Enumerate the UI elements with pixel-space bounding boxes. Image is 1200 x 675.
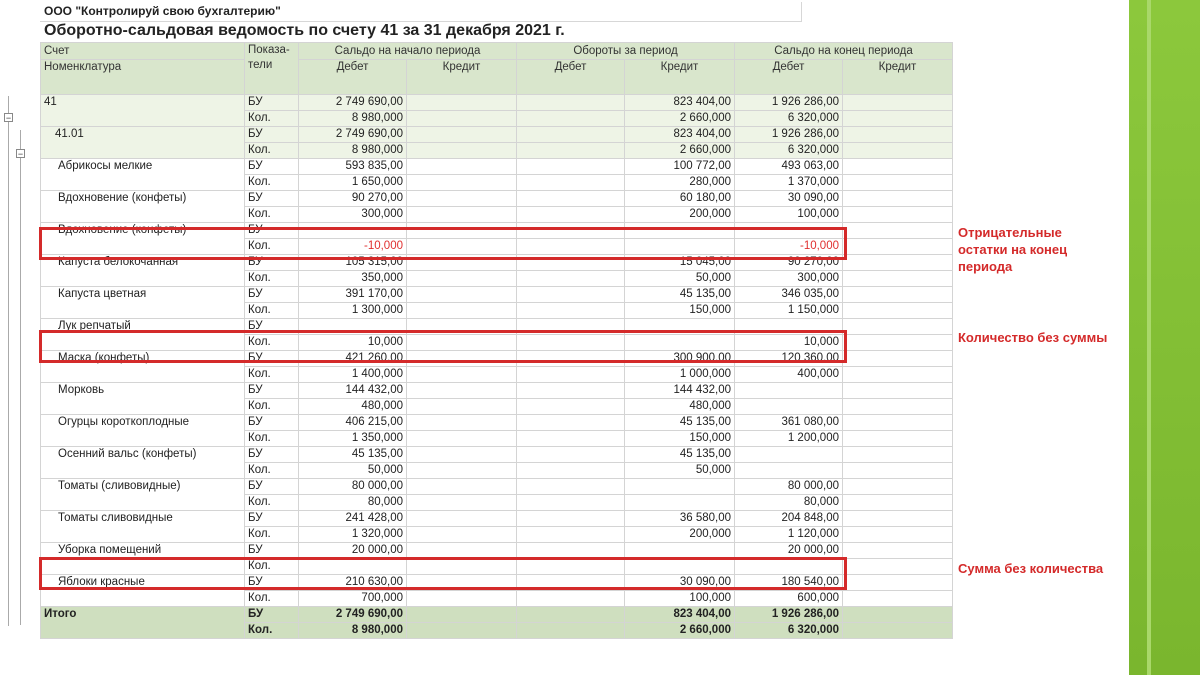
cell-value [407,495,517,511]
cell-value [407,271,517,287]
cell-value [407,303,517,319]
table-row[interactable] [41,191,953,207]
cell-value: 493 063,00 [735,159,843,175]
cell-value [843,287,953,303]
cell-value: 350,000 [299,271,407,287]
cell-value [843,463,953,479]
cell-value: 346 035,00 [735,287,843,303]
indicator-kol: Кол. [245,463,299,479]
total-kol-closing-credit [843,623,953,639]
cell-value: 45 135,00 [299,447,407,463]
cell-value: 20 000,00 [299,543,407,559]
row-name: Абрикосы мелкие [41,159,245,191]
cell-value: 45 135,00 [625,415,735,431]
indicator-bu: БУ [245,287,299,303]
indicator-bu: БУ [245,543,299,559]
tree-line-sub [20,130,21,625]
cell-value: 80,000 [735,495,843,511]
cell-value [843,271,953,287]
indicator-bu: БУ [245,511,299,527]
cell-value [407,463,517,479]
cell-value: 100,000 [625,591,735,607]
cell-value [843,479,953,495]
cell-value [735,383,843,399]
col-closing-header: Сальдо на конец периода [735,43,953,60]
cell-value [843,255,953,271]
cell-value: 241 428,00 [299,511,407,527]
indicator-kol: Кол. [245,335,299,351]
total-kol-opening-credit [407,623,517,639]
cell-value [843,383,953,399]
cell-value [407,367,517,383]
indicator-kol: Кол. [245,239,299,255]
row-name: Осенний вальс (конфеты) [41,447,245,479]
indicator-bu: БУ [245,95,299,111]
cell-value [517,159,625,175]
cell-value: 105 315,00 [299,255,407,271]
cell-value: 823 404,00 [625,127,735,143]
table-row[interactable] [41,479,953,495]
table-row[interactable] [41,383,953,399]
row-name: Маска (конфеты) [41,351,245,383]
cell-value [843,303,953,319]
cell-value [407,479,517,495]
cell-value: 1 350,000 [299,431,407,447]
indicator-kol: Кол. [245,591,299,607]
indicator-kol: Кол. [245,559,299,575]
indicator-kol: Кол. [245,111,299,127]
cell-value [517,399,625,415]
indicator-kol: Кол. [245,303,299,319]
cell-value: 1 926 286,00 [735,127,843,143]
indicator-bu: БУ [245,255,299,271]
cell-value [407,95,517,111]
cell-value: 100 772,00 [625,159,735,175]
cell-value [407,191,517,207]
indicator-bu: БУ [245,447,299,463]
cell-value: -10,000 [735,239,843,255]
slide-green-stripe [1147,0,1151,675]
cell-value [843,335,953,351]
cell-value: 144 432,00 [299,383,407,399]
cell-value: 300 900,00 [625,351,735,367]
total-bu-closing-debit: 1 926 286,00 [735,607,843,623]
cell-value: 2 660,000 [625,143,735,159]
slide-green-band [1129,0,1200,675]
highlight-sum-no-quantity [39,557,847,590]
opening-credit-header: Кредит [407,60,517,95]
cell-value [843,111,953,127]
cell-value [843,431,953,447]
closing-debit-header: Дебет [735,60,843,95]
cell-value [407,415,517,431]
row-name: 41 [41,95,245,127]
indicator-bu: БУ [245,383,299,399]
cell-value [843,367,953,383]
tree-line [8,96,9,626]
cell-value: 300,000 [299,207,407,223]
cell-value: 150,000 [625,431,735,447]
cell-value: 700,000 [299,591,407,607]
indicator-kol: Кол. [245,527,299,543]
cell-value: 1 370,000 [735,175,843,191]
total-bu-closing-credit [843,607,953,623]
table-row[interactable] [41,95,953,111]
cell-value: 600,000 [735,591,843,607]
header-row-1 [41,43,953,60]
closing-credit-header: Кредит [843,60,953,95]
row-name: Вдохновение (конфеты) [41,191,245,223]
indicator-kol: Кол. [245,271,299,287]
cell-value: 50,000 [625,463,735,479]
cell-value: 2 749 690,00 [299,95,407,111]
col-nomenclature-header: Номенклатура [41,60,245,95]
cell-value [517,511,625,527]
cell-value [843,559,953,575]
row-name: Морковь [41,383,245,415]
cell-value: 8 980,000 [299,111,407,127]
cell-value: 80 000,00 [735,479,843,495]
cell-value: 120 360,00 [735,351,843,367]
turnover-credit-header: Кредит [625,60,735,95]
cell-value: 593 835,00 [299,159,407,175]
indicator-bu: БУ [245,159,299,175]
cell-value [517,367,625,383]
cell-value: 1 650,000 [299,175,407,191]
indicator-bu: БУ [245,479,299,495]
cell-value: 30 090,00 [735,191,843,207]
cell-value: 2 660,000 [625,111,735,127]
col-account-header: Счет [41,43,245,60]
row-name: Яблоки красные [41,575,245,607]
cell-value [843,143,953,159]
cell-value [407,111,517,127]
cell-value [843,319,953,335]
highlight-negative-balance [39,227,847,260]
indicator-kol: Кол. [245,495,299,511]
cell-value [843,223,953,239]
highlight-quantity-no-sum [39,330,847,363]
cell-value: 8 980,000 [299,143,407,159]
cell-value: 421 260,00 [299,351,407,367]
cell-value [517,127,625,143]
row-name: 41.01 [41,127,245,159]
cell-value [407,447,517,463]
row-name: Вдохновение (конфеты) [41,223,245,255]
cell-value: 60 180,00 [625,191,735,207]
cell-value [517,431,625,447]
cell-value: 80,000 [299,495,407,511]
indicator-bu: БУ [245,223,299,239]
cell-value [407,127,517,143]
cell-value: 1 150,000 [735,303,843,319]
cell-value: 20 000,00 [735,543,843,559]
cell-value: 45 135,00 [625,447,735,463]
total-bu-opening-credit [407,607,517,623]
cell-value [517,111,625,127]
cell-value: 300,000 [735,271,843,287]
annotation-quantity-no-sum: Количество без суммы [958,330,1108,345]
report-title: Оборотно-сальдовая ведомость по счету 41 за 31 декабря 2021 г. [44,22,565,39]
row-name: Капуста белокочанная [41,255,245,287]
cell-value [407,383,517,399]
cell-value: 90 270,00 [299,191,407,207]
row-name: Уборка помещений [41,543,245,575]
total-bu-turnover-credit: 823 404,00 [625,607,735,623]
cell-value [407,207,517,223]
cell-value: 50,000 [625,271,735,287]
indicator-kol: Кол. [245,399,299,415]
org-name: ООО "Контролируй свою бухгалтерию" [40,2,802,22]
cell-value [843,351,953,367]
cell-value: 204 848,00 [735,511,843,527]
cell-value [625,479,735,495]
cell-value [517,591,625,607]
cell-value [843,415,953,431]
total-kol-label: Кол. [245,623,299,639]
cell-value: 361 080,00 [735,415,843,431]
table-row[interactable] [41,159,953,175]
indicator-kol: Кол. [245,367,299,383]
turnover-debit-header: Дебет [517,60,625,95]
cell-value: 30 090,00 [625,575,735,591]
indicator-bu: БУ [245,127,299,143]
cell-value [407,527,517,543]
cell-value: 90 270,00 [735,255,843,271]
cell-value [407,399,517,415]
cell-value [407,159,517,175]
cell-value [843,191,953,207]
cell-value [843,95,953,111]
cell-value [843,575,953,591]
table-row[interactable] [41,287,953,303]
total-bu-turnover-debit [517,607,625,623]
total-bu-label: БУ [245,607,299,623]
cell-value [407,287,517,303]
cell-value [735,463,843,479]
cell-value: 210 630,00 [299,575,407,591]
total-row-bu [41,607,953,623]
cell-value [843,175,953,191]
row-name: Томаты (сливовидные) [41,479,245,511]
cell-value [517,495,625,511]
cell-value: 2 749 690,00 [299,127,407,143]
indicator-bu: БУ [245,319,299,335]
cell-value: 45 135,00 [625,287,735,303]
cell-value: 1 400,000 [299,367,407,383]
table-row[interactable] [41,127,953,143]
cell-value [407,511,517,527]
row-name: Лук репчатый [41,319,245,351]
cell-value: 50,000 [299,463,407,479]
cell-value [843,543,953,559]
cell-value [517,207,625,223]
cell-value: 1 926 286,00 [735,95,843,111]
cell-value: 280,000 [625,175,735,191]
cell-value: 6 320,000 [735,143,843,159]
cell-value: 80 000,00 [299,479,407,495]
indicator-bu: БУ [245,415,299,431]
cell-value [517,95,625,111]
annotation-negative-balance: Отрицательные остатки на конец периода [958,225,1068,274]
cell-value: 1 320,000 [299,527,407,543]
cell-value [843,399,953,415]
cell-value: 480,000 [299,399,407,415]
cell-value [407,175,517,191]
cell-value: 180 540,00 [735,575,843,591]
header-row-2 [41,60,953,95]
cell-value: 144 432,00 [625,383,735,399]
cell-value [843,591,953,607]
cell-value [843,511,953,527]
cell-value [517,303,625,319]
total-kol-turnover-credit: 2 660,000 [625,623,735,639]
cell-value [843,239,953,255]
annotation-sum-no-quantity: Сумма без количества [958,561,1104,576]
indicator-kol: Кол. [245,207,299,223]
total-kol-closing-debit: 6 320,000 [735,623,843,639]
cell-value [517,479,625,495]
cell-value: 15 045,00 [625,255,735,271]
table-row[interactable] [41,447,953,463]
indicator-kol: Кол. [245,431,299,447]
cell-value [517,527,625,543]
cell-value [843,495,953,511]
col-opening-header: Сальдо на начало периода [299,43,517,60]
indicator-kol: Кол. [245,143,299,159]
cell-value: 406 215,00 [299,415,407,431]
cell-value: 1 200,000 [735,431,843,447]
indicator-kol: Кол. [245,175,299,191]
collapse-41-icon[interactable]: − [5,113,12,123]
cell-value [517,175,625,191]
cell-value [735,447,843,463]
cell-value: 10,000 [299,335,407,351]
cell-value [517,415,625,431]
cell-value: 200,000 [625,207,735,223]
cell-value [843,447,953,463]
cell-value: 100,000 [735,207,843,223]
cell-value: 10,000 [735,335,843,351]
cell-value: 6 320,000 [735,111,843,127]
cell-value: 200,000 [625,527,735,543]
total-kol-opening-debit: 8 980,000 [299,623,407,639]
cell-value: 400,000 [735,367,843,383]
table-row[interactable] [41,511,953,527]
cell-value: 391 170,00 [299,287,407,303]
row-name: Томаты сливовидные [41,511,245,543]
total-bu-opening-debit: 2 749 690,00 [299,607,407,623]
cell-value [735,399,843,415]
opening-debit-header: Дебет [299,60,407,95]
cell-value [407,143,517,159]
cell-value [517,447,625,463]
indicator-bu: БУ [245,191,299,207]
cell-value [517,383,625,399]
cell-value: 1 120,000 [735,527,843,543]
cell-value [517,191,625,207]
indicator-bu: БУ [245,351,299,367]
cell-value: 823 404,00 [625,95,735,111]
cell-value [843,527,953,543]
cell-value: -10,000 [299,239,407,255]
total-kol-turnover-debit [517,623,625,639]
table-row[interactable] [41,415,953,431]
cell-value [843,159,953,175]
row-name: Капуста цветная [41,287,245,319]
collapse-41-01-icon[interactable]: − [17,149,24,159]
cell-value [407,431,517,447]
cell-value: 150,000 [625,303,735,319]
cell-value: 1 000,000 [625,367,735,383]
cell-value [517,271,625,287]
cell-value [843,127,953,143]
cell-value [517,143,625,159]
cell-value: 36 580,00 [625,511,735,527]
cell-value [625,495,735,511]
cell-value [517,287,625,303]
cell-value [407,591,517,607]
cell-value: 1 300,000 [299,303,407,319]
col-turnover-header: Обороты за период [517,43,735,60]
col-indicators-header: Показа- тели [245,43,299,95]
cell-value [517,463,625,479]
row-name: Огурцы короткоплодные [41,415,245,447]
total-label: Итого [41,607,245,639]
cell-value [843,207,953,223]
cell-value: 480,000 [625,399,735,415]
indicator-bu: БУ [245,575,299,591]
